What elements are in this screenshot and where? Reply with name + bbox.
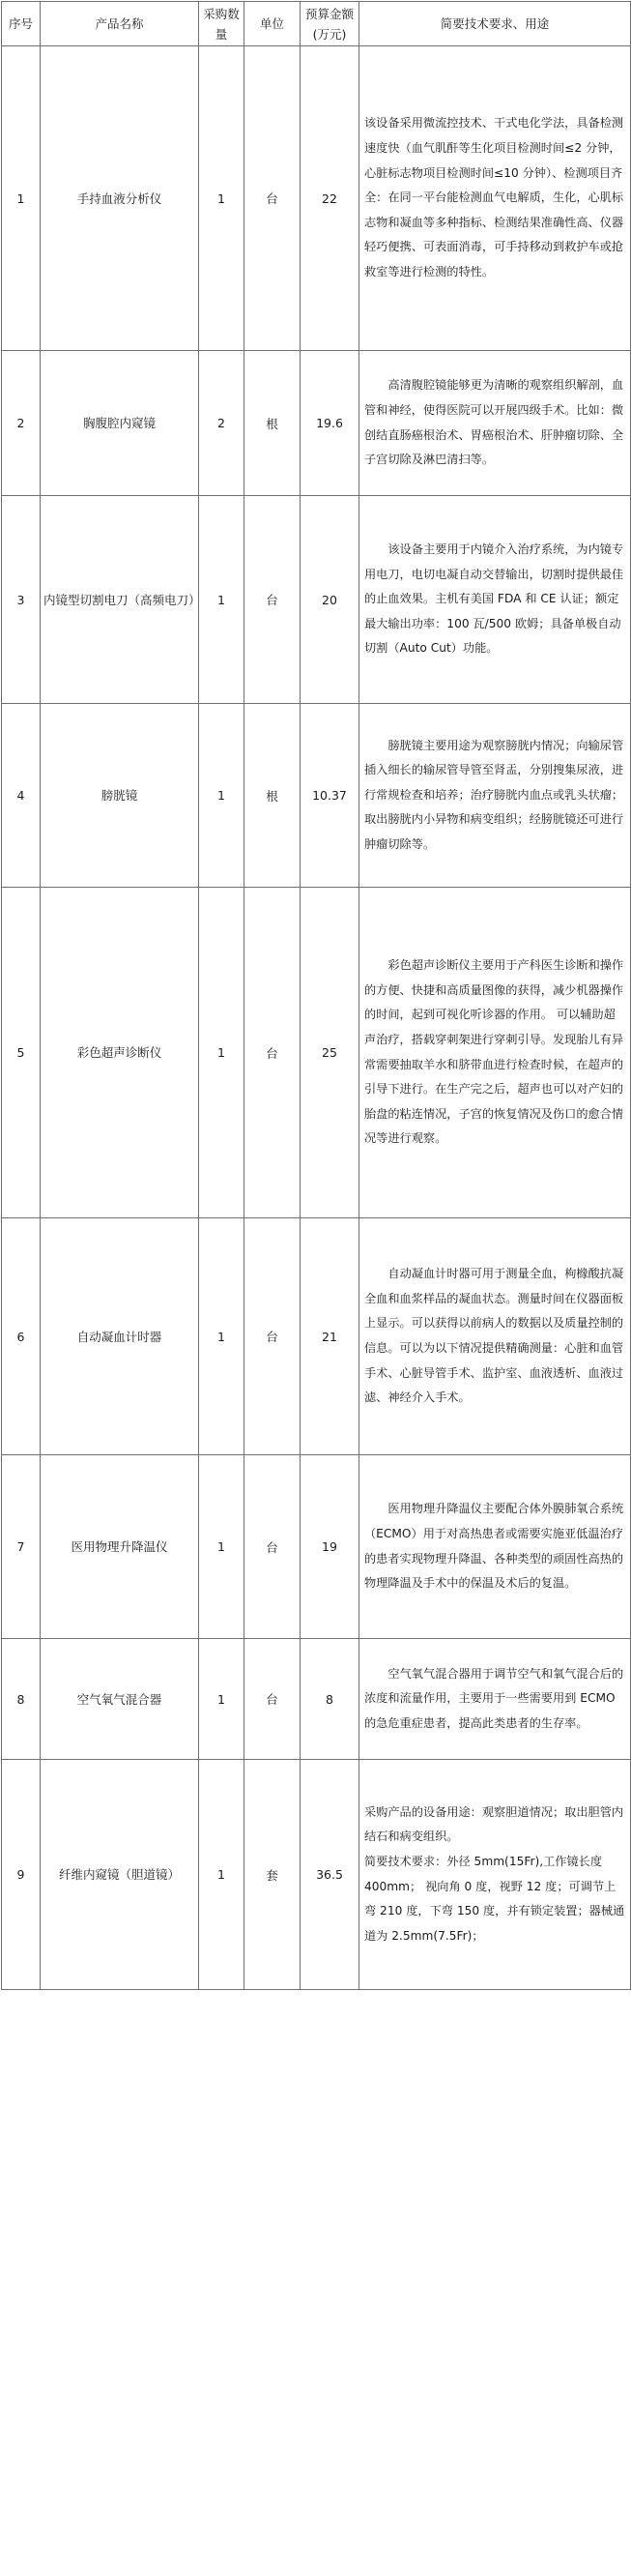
row-name: 膀胱镜	[41, 704, 199, 888]
row-qty: 1	[199, 1218, 244, 1455]
row-unit: 台	[244, 496, 301, 704]
row-name: 空气氧气混合器	[41, 1639, 199, 1760]
row-no: 4	[2, 704, 41, 888]
row-budget: 19	[301, 1455, 359, 1639]
row-name: 内镜型切割电刀（高频电刀）	[41, 496, 199, 704]
row-desc-text: 空气氧气混合器用于调节空气和氧气混合后的浓度和流量作用，主要用于一些需要用到 ECMO 的急危重症患者，提高此类患者的生存率。	[364, 1666, 624, 1730]
row-qty: 2	[199, 351, 244, 496]
row-budget: 20	[301, 496, 359, 704]
row-desc	[359, 496, 631, 704]
row-unit: 台	[244, 1639, 301, 1760]
row-desc-text: 自动凝血计时器可用于测量全血，枸橼酸抗凝全血和血浆样品的凝血状态。测量时间在仪器面板上显示。可以获得以前病人的数据以及质量控制的信息。可以为以下情况提供精确测量：心脏和血管手术、心脏导管手术、监护室、血液透析、血液过滤、神经介入手术。	[364, 1267, 624, 1405]
row-qty: 1	[199, 1639, 244, 1760]
row-budget: 25	[301, 888, 359, 1218]
row-qty: 1	[199, 704, 244, 888]
row-desc	[359, 351, 631, 496]
table-row	[2, 1760, 631, 1990]
row-name: 自动凝血计时器	[41, 1218, 199, 1455]
row-unit: 套	[244, 1760, 301, 1990]
row-desc-text: 该设备主要用于内镜介入治疗系统，为内镜专用电刀，电切电凝自动交替输出，切割时提供最佳的止血效果。主机有美国 FDA 和 CE 认证；额定最大输出功率：100 瓦/500 欧姆；具备单极自动切割（Auto Cut）功能。	[364, 542, 624, 656]
header-name: 产品名称	[41, 2, 199, 46]
table-row	[2, 46, 631, 351]
row-desc-text: 该设备采用微流控技术、干式电化学法，具备检测速度快（血气肌酐等生化项目检测时间≤2 分钟，心脏标志物项目检测时间≤10 分钟）、检测项目齐全：在同一平台能检测血气电解质，生化，心肌标志物和凝血等多种指标、检测结果准确性高、仪器轻巧便携、可表面消毒，可手持移动到救护车或抢救室等进行检测的特性。	[364, 116, 624, 278]
row-no: 6	[2, 1218, 41, 1455]
row-budget: 22	[301, 46, 359, 351]
row-desc-text: 采购产品的设备用途：观察胆道情况；取出胆管内结石和病变组织。	[364, 1804, 624, 1844]
row-unit: 台	[244, 888, 301, 1218]
table-row	[2, 351, 631, 496]
row-desc	[359, 888, 631, 1218]
row-desc-text: 膀胱镜主要用途为观察膀胱内情况；向输尿管插入细长的输尿管导管至肾盂，分别搜集尿液，进行常规检查和培养；治疗膀胱内血点或乳头状瘤；取出膀胱内小异物和病变组织；经膀胱镜还可进行肿瘤切除等。	[364, 738, 624, 851]
row-desc	[359, 1639, 631, 1760]
table-row	[2, 496, 631, 704]
row-no: 5	[2, 888, 41, 1218]
procurement-table	[1, 1, 631, 1990]
row-name: 医用物理升降温仪	[41, 1455, 199, 1639]
header-qty: 采购数量	[199, 2, 244, 46]
row-unit: 台	[244, 1455, 301, 1639]
row-desc	[359, 46, 631, 351]
row-unit: 根	[244, 351, 301, 496]
row-qty: 1	[199, 1760, 244, 1990]
row-desc-text: 简要技术要求：外径 5mm(15Fr),工作镜长度 400mm； 视向角 0 度，视野 12 度；可调节上弯 210 度，下弯 150 度，并有锁定装置；器械通道为 2.5mm(7.5Fr)；	[364, 1854, 625, 1943]
table-row	[2, 1218, 631, 1455]
table-row	[2, 704, 631, 888]
table-row	[2, 1455, 631, 1639]
row-desc	[359, 1455, 631, 1639]
row-unit: 台	[244, 46, 301, 351]
row-no: 8	[2, 1639, 41, 1760]
row-desc	[359, 1760, 631, 1990]
header-budget: 预算金额(万元)	[301, 2, 359, 46]
row-budget: 21	[301, 1218, 359, 1455]
row-qty: 1	[199, 46, 244, 351]
row-qty: 1	[199, 1455, 244, 1639]
row-no: 2	[2, 351, 41, 496]
row-name: 手持血液分析仪	[41, 46, 199, 351]
row-qty: 1	[199, 496, 244, 704]
row-name: 纤维内窥镜（胆道镜）	[41, 1760, 199, 1990]
row-budget: 19.6	[301, 351, 359, 496]
row-no: 3	[2, 496, 41, 704]
table-row	[2, 888, 631, 1218]
row-no: 1	[2, 46, 41, 351]
row-unit: 根	[244, 704, 301, 888]
row-name: 胸腹腔内窥镜	[41, 351, 199, 496]
row-budget: 36.5	[301, 1760, 359, 1990]
row-no: 7	[2, 1455, 41, 1639]
row-no: 9	[2, 1760, 41, 1990]
row-name: 彩色超声诊断仪	[41, 888, 199, 1218]
row-desc-text: 高清腹腔镜能够更为清晰的观察组织解剖，血管和神经，使得医院可以开展四级手术。比如：微创结直肠癌根治术、胃癌根治术、肝肿瘤切除、全子宫切除及淋巴清扫等。	[364, 378, 624, 467]
row-qty: 1	[199, 888, 244, 1218]
header-no: 序号	[2, 2, 41, 46]
row-desc	[359, 1218, 631, 1455]
row-desc	[359, 704, 631, 888]
row-unit: 台	[244, 1218, 301, 1455]
row-budget: 10.37	[301, 704, 359, 888]
table-row	[2, 1639, 631, 1760]
row-desc-text: 彩色超声诊断仪主要用于产科医生诊断和操作的方便、快捷和高质量图像的获得，减少机器操作的时间，起到可视化听诊器的作用。 可以辅助超声治疗，搭载穿刺架进行穿刺引导。发现胎儿有异常需要抽取羊水和脐带血进行检查时候，在超声的引导下进行。在生产完之后，超声也可以对产妇的胎盘的粘连情况，子宫的恢复情况及伤口的愈合情况等进行观察。	[364, 958, 624, 1146]
header-desc: 简要技术要求、用途	[359, 2, 631, 46]
row-budget: 8	[301, 1639, 359, 1760]
row-desc-text: 医用物理升降温仪主要配合体外膜肺氧合系统（ECMO）用于对高热患者或需要实施亚低温治疗的患者实现物理升降温、各种类型的顽固性高热的物理降温及手术中的保温及术后的复温。	[364, 1502, 624, 1591]
header-unit: 单位	[244, 2, 301, 46]
table-header-row	[2, 2, 631, 46]
